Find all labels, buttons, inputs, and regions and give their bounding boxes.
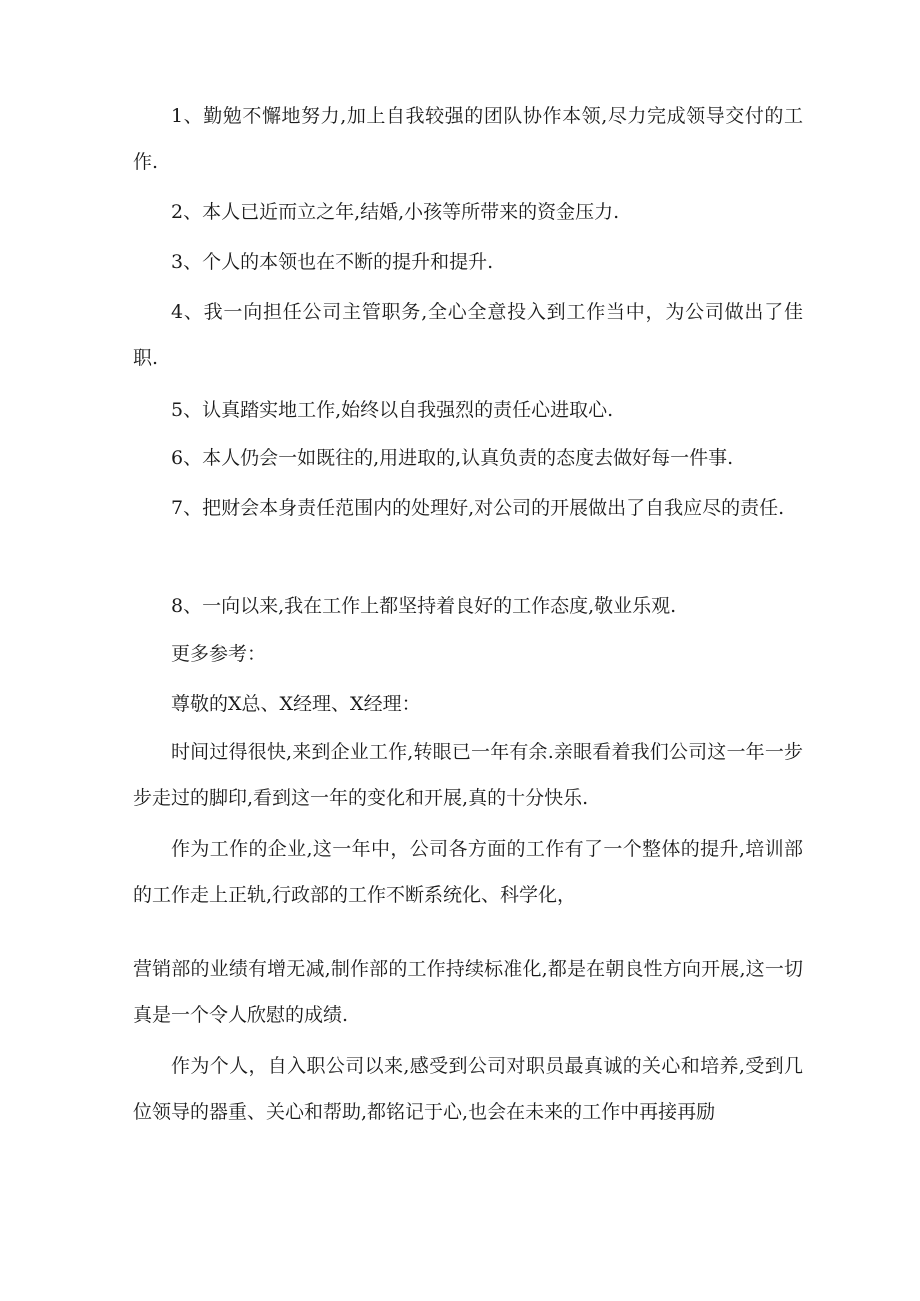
paragraph-sales-results: 营销部的业绩有增无减,制作部的工作持续标准化,都是在朝良性方向开展,这一切真是一个令人欣慰的成绩.: [133, 958, 803, 1026]
paragraph-salutation: 尊敬的X总、X经理、X经理：: [171, 693, 421, 715]
paragraph-8: 8、一向以来,我在工作上都坚持着良好的工作态度,敬业乐观.: [171, 595, 677, 617]
paragraph-3: 3、个人的本领也在不断的提升和提升.: [171, 251, 494, 273]
paragraph-2: 2、本人已近而立之年,结婚,小孩等所带来的资金压力.: [171, 201, 620, 223]
paragraph-6: 6、本人仍会一如既往的,用进取的,认真负责的态度去做好每一件事.: [171, 447, 734, 469]
paragraph-company-progress: 作为工作的企业,这一年中，公司各方面的工作有了一个整体的提升,培训部的工作走上正轨,行政部的工作不断系统化、科学化，: [133, 838, 803, 906]
paragraph-personal: 作为个人，自入职公司以来,感受到公司对职员最真诚的关心和培养,受到几位领导的器重、关心和帮助,都铭记于心,也会在未来的工作中再接再励: [133, 1055, 803, 1123]
paragraph-5: 5、认真踏实地工作,始终以自我强烈的责任心进取心.: [171, 399, 614, 421]
paragraph-1: 1、勤勉不懈地努力,加上自我较强的团队协作本领,尽力完成领导交付的工作.: [133, 105, 803, 173]
paragraph-4: 4、我一向担任公司主管职务,全心全意投入到工作当中，为公司做出了佳职.: [133, 301, 803, 369]
paragraph-more-reference: 更多参考：: [171, 643, 267, 665]
paragraph-time-passes: 时间过得很快,来到企业工作,转眼已一年有余.亲眼看着我们公司这一年一步步走过的脚印,看到这一年的变化和开展,真的十分快乐.: [133, 741, 803, 809]
paragraph-7: 7、把财会本身责任范围内的处理好,对公司的开展做出了自我应尽的责任.: [171, 497, 785, 519]
